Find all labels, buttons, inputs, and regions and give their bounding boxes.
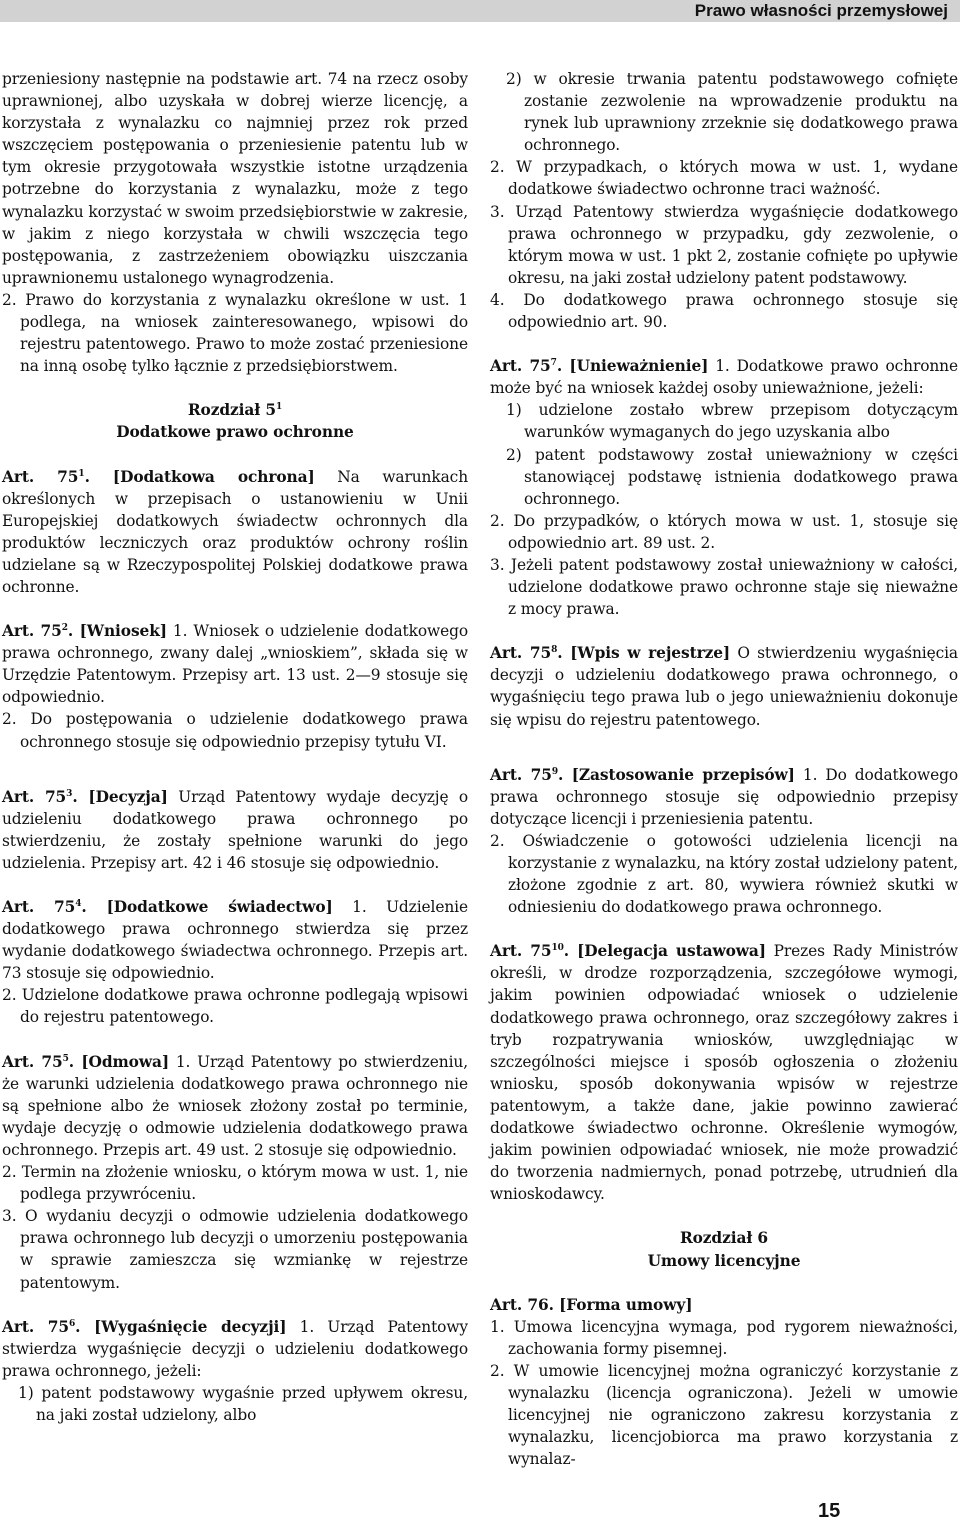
- chapter-label: Rozdział 6: [679, 1229, 769, 1248]
- list-item: 2) patent podstawowy został unieważniony w części stanowiącej podstawę istnienia dodatkowego prawa ochronnego.: [506, 445, 958, 508]
- paragraph: 2. Do postępowania o udzielenie dodatkowego prawa ochronnego stosuje się odpowiednio przepisy tytułu VI.: [2, 710, 468, 751]
- article-75-9: Art. $75^9$. [Zastosowanie przepisów] 1. Do dodatkowego prawa ochronnego stosuje się odpowiednio przepisy dotyczące licencji i przeniesienia patentu.: [490, 765, 958, 828]
- paragraph: 3. Jeżeli patent podstawowy został unieważniony w całości, udzielone dodatkowe prawo ochronne staje się nieważne z mocy prawa.: [490, 555, 958, 619]
- article-75-2: Art. $75^2$. [Wniosek] 1. Wniosek o udzielenie dodatkowego prawa ochronnego, zwany dalej „wnioskiem”, składa się w Urzędzie Patentowym. Przepisy art. 13 ust. 2—9 stosuje się odpowiednio.: [2, 622, 469, 707]
- paragraph: 2. W przypadkach, o których mowa w ust. 1, wydane dodatkowe świadectwo ochronne traci ważność.: [490, 158, 958, 199]
- running-header-title: Prawo własności przemysłowej: [694, 1, 948, 20]
- chapter-label: Rozdział $5^1$: [187, 401, 283, 420]
- page-number: 15: [818, 1500, 841, 1522]
- paragraph: 3. O wydaniu decyzji o odmowie udzielenia dodatkowego prawa ochronnego lub decyzji o umorzeniu postępowania w sprawie zamieszcza się wzmiankę w rejestrze patentowym.: [2, 1207, 468, 1292]
- article-75-3: Art. $75^3$. [Decyzja] Urząd Patentowy wydaje decyzję o udzieleniu dodatkowego prawa ochronnego po stwierdzeniu, że zostały spełnione warunki do jego udzielenia. Przepisy art. 42 i 46 stosuje się odpowiednio.: [2, 787, 469, 872]
- article-75-8: Art. $75^8$. [Wpis w rejestrze] O stwierdzeniu wygaśnięcia decyzji o udzieleniu dodatkowego prawa ochronnego, o wygaśnięciu tego prawa lub o jego unieważnieniu dokonuje się wpisu do rejestru patentowego.: [490, 644, 959, 729]
- chapter-title: Dodatkowe prawo ochronne: [116, 423, 354, 442]
- paragraph: przeniesiony następnie na podstawie art. 74 na rzecz osoby uprawnionej, albo uzyskała w dobrej wierze licencję, a korzystała z wynalazku co najmniej przez rok przed wszczęciem postępowania o przeniesienie patentu lub w tym okresie przygotowała wszystkie istotne urządzenia potrzebne do korzystania z wynalazku, może z tego wynalazku korzystać w swoim przedsiębiorstwie w zakresie, w jakim z niego korzystała w chwili wszczęcia tego postępowania, z zastrzeżeniem obowiązku uiszczania uprawnionemu ustalonego wynagrodzenia.: [2, 70, 468, 287]
- paragraph: 2. Prawo do korzystania z wynalazku określone w ust. 1 podlega, na wniosek zainteresowanego, wpisowi do rejestru patentowego. Prawo to może zostać przeniesione na inną osobę tylko łącznie z przedsiębiorstwem.: [2, 290, 468, 376]
- paragraph: 4. Do dodatkowego prawa ochronnego stosuje się odpowiednio art. 90.: [490, 290, 958, 332]
- paragraph: 2. W umowie licencyjnej można ograniczyć korzystanie z wynalazku (licencja ograniczona). Jeżeli w umowie licencyjnej nie ograniczono zakresu korzystania z wynalazku, licencjobiorca ma prawo korzystania z wynalaz-: [490, 1361, 958, 1469]
- article-75-1: Art. $75^1$. [Dodatkowa ochrona] Na warunkach określonych w przepisach o ustanowieniu w Unii Europejskiej dodatkowych świadectw ochronnych dla produktów leczniczych oraz produktów ochrony roślin udzielane są w Rzeczypospolitej Polskiej dodatkowe prawa ochronne.: [2, 467, 469, 596]
- right-column: [490, 68, 958, 1470]
- paragraph: 2. Do przypadków, o których mowa w ust. 1, stosuje się odpowiednio art. 89 ust. 2.: [490, 511, 958, 552]
- article-75-7: Art. $75^7$. [Unieważnienie] 1. Dodatkowe prawo ochronne może być na wniosek każdej osoby unieważnione, jeżeli:: [490, 357, 959, 398]
- article-76-heading: Art. 76. [Forma umowy]: [490, 1295, 693, 1314]
- paragraph: 2. Oświadczenie o gotowości udzielenia licencji na korzystanie z wynalazku, na który został udzielony patent, złożone zgodnie z art. 80, wywiera również skutki w odniesieniu do dodatkowego prawa ochronnego.: [490, 831, 958, 917]
- article-75-4: Art. $75^4$. [Dodatkowe świadectwo] 1. Udzielenie dodatkowego prawa ochronnego stwierdza się przez wydanie dodatkowego świadectwa ochronnego. Przepis art. 73 stosuje się odpowiednio.: [2, 898, 468, 983]
- article-75-5: Art. $75^5$. [Odmowa] 1. Urząd Patentowy po stwierdzeniu, że warunki udzielenia dodatkowego prawa ochronnego nie są spełnione albo że wniosek złożony został po terminie, wydaje decyzję o odmowie udzielenia dodatkowego prawa ochronnego. Przepis art. 49 ust. 2 stosuje się odpowiednio.: [2, 1052, 468, 1159]
- chapter-title: Umowy licencyjne: [647, 1251, 801, 1270]
- list-item: 1) patent podstawowy wygaśnie przed upływem okresu, na jaki został udzielony, albo: [18, 1383, 468, 1424]
- article-75-6: Art. $75^6$. [Wygaśnięcie decyzji] 1. Urząd Patentowy stwierdza wygaśnięcie decyzji o udzieleniu dodatkowego prawa ochronnego, jeżeli:: [2, 1317, 468, 1380]
- paragraph: 3. Urząd Patentowy stwierdza wygaśnięcie dodatkowego prawa ochronnego w przypadku, gdy zezwolenie, o którym mowa w ust. 1 pkt 2, zostanie cofnięte po upływie okresu, na jaki został udzielony patent podstawowy.: [490, 202, 958, 287]
- left-column: [2, 68, 468, 1426]
- paragraph: 1. Umowa licencyjna wymaga, pod rygorem nieważności, zachowania formy pisemnej.: [490, 1317, 958, 1358]
- paragraph: 2. Udzielone dodatkowe prawa ochronne podlegają wpisowi do rejestru patentowego.: [2, 986, 468, 1027]
- list-item: 1) udzielone zostało wbrew przepisom dotyczącym warunków wymaganych do jego uzyskania albo: [506, 401, 958, 442]
- paragraph: 2. Termin na złożenie wniosku, o którym mowa w ust. 1, nie podlega przywróceniu.: [2, 1163, 468, 1204]
- running-header-bar: [0, 0, 960, 22]
- list-item: 2) w okresie trwania patentu podstawowego cofnięte zostanie zezwolenie na wprowadzenie produktu na rynek lub uprawniony zrzeknie się dodatkowego prawa ochronnego.: [506, 70, 958, 155]
- article-75-10: Art. $75^{10}$. [Delegacja ustawowa] Prezes Rady Ministrów określi, w drodze rozporządzenia, szczegółowe wymogi, jakim powinien odpowiadać wniosek o udzielenie dodatkowego prawa ochronnego, oraz szczegółowy zakres i tryb rozpatrywania wniosków, uwzględniając w szczególności miejsce i sposób ogłoszenia o złożeniu wniosku, sposób dokonywania wpisów w rejestrze patentowym, a także dane, jakie powinno zawierać dodatkowe świadectwo ochronne. Określenie wymogów, jakim powinien odpowiadać wniosek, nie może prowadzić do tworzenia nadmiernych, ponad potrzebę, utrudnień dla wnioskodawcy.: [490, 942, 958, 1204]
